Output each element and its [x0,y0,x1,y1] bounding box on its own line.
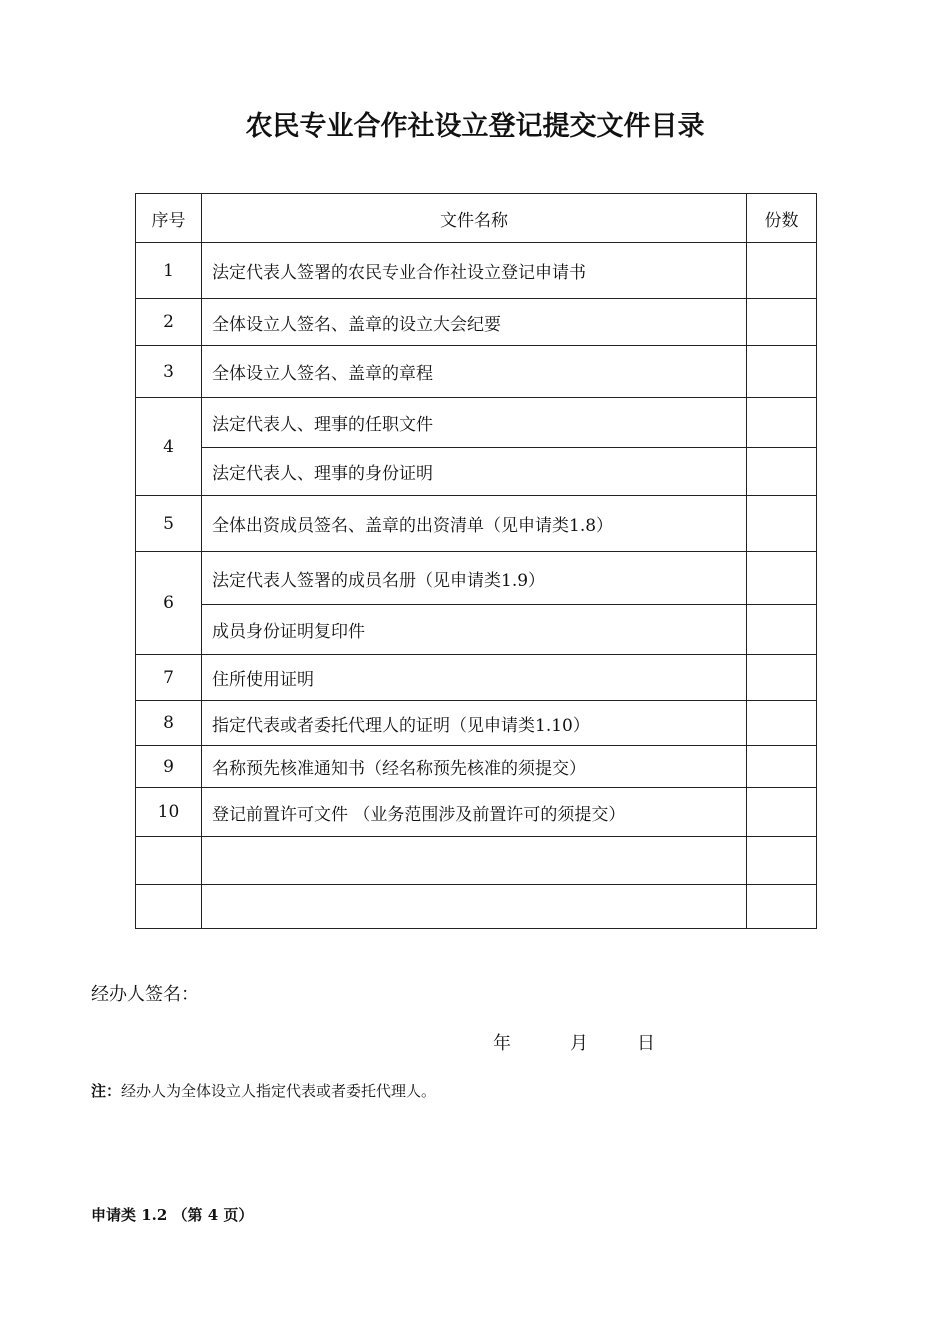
copies-cell[interactable] [747,837,817,885]
table-row [136,243,817,299]
empty-number-cell[interactable] [136,885,202,929]
table-row [136,299,817,346]
table-row [136,398,817,448]
document-name: 名称预先核准通知书（经名称预先核准的须提交） [202,746,747,788]
table-row [136,655,817,701]
document-name: 全体出资成员签名、盖章的出资清单（见申请类1.8） [202,496,747,552]
header-no: 序号 [136,194,202,243]
table-row [136,701,817,746]
empty-name-cell[interactable] [202,837,747,885]
copies-cell[interactable] [747,243,817,299]
document-name: 全体设立人签名、盖章的设立大会纪要 [202,299,747,346]
page-title: 农民专业合作社设立登记提交文件目录 [245,111,705,142]
row-number: 3 [136,346,202,398]
copies-cell[interactable] [747,398,817,448]
empty-name-cell[interactable] [202,885,747,929]
table-row [136,346,817,398]
table-row [136,788,817,837]
row-number: 10 [136,788,202,837]
table-row [136,552,817,605]
row-number: 4 [136,398,202,496]
copies-cell[interactable] [747,746,817,788]
document-name: 法定代表人、理事的任职文件 [202,398,747,448]
copies-cell[interactable] [747,788,817,837]
table-header-row [136,194,817,243]
row-number: 1 [136,243,202,299]
document-name: 成员身份证明复印件 [202,605,747,655]
row-number: 7 [136,655,202,701]
page-footer: 申请类 1.2 （第 4 页） [91,1206,254,1224]
date-day: 日 [637,1033,655,1054]
header-name: 文件名称 [202,194,747,243]
date-year: 年 [493,1033,511,1054]
note-text: 经办人为全体设立人指定代表或者委托代理人。 [121,1082,437,1100]
table-row [136,496,817,552]
copies-cell[interactable] [747,299,817,346]
document-name: 住所使用证明 [202,655,747,701]
table-row-empty [136,885,817,929]
table-row [136,746,817,788]
row-number: 9 [136,746,202,788]
document-name: 法定代表人、理事的身份证明 [202,448,747,496]
copies-cell[interactable] [747,655,817,701]
copies-cell[interactable] [747,552,817,605]
row-number: 5 [136,496,202,552]
document-name: 登记前置许可文件 （业务范围涉及前置许可的须提交） [202,788,747,837]
note [91,1080,436,1101]
document-name: 法定代表人签署的农民专业合作社设立登记申请书 [202,243,747,299]
row-number: 6 [136,552,202,655]
document-name: 全体设立人签名、盖章的章程 [202,346,747,398]
table-row-empty [136,837,817,885]
table-row [136,605,817,655]
note-label: 注： [91,1082,122,1100]
row-number: 2 [136,299,202,346]
date-month: 月 [570,1033,588,1054]
document-name: 指定代表或者委托代理人的证明（见申请类1.10） [202,701,747,746]
copies-cell[interactable] [747,496,817,552]
copies-cell[interactable] [747,701,817,746]
table-row [136,448,817,496]
document-name: 法定代表人签署的成员名册（见申请类1.9） [202,552,747,605]
documents-table [135,193,817,929]
copies-cell[interactable] [747,885,817,929]
copies-cell[interactable] [747,346,817,398]
empty-number-cell[interactable] [136,837,202,885]
copies-cell[interactable] [747,448,817,496]
copies-cell[interactable] [747,605,817,655]
signer-label: 经办人签名： [91,984,199,1005]
row-number: 8 [136,701,202,746]
header-copies: 份数 [747,194,817,243]
